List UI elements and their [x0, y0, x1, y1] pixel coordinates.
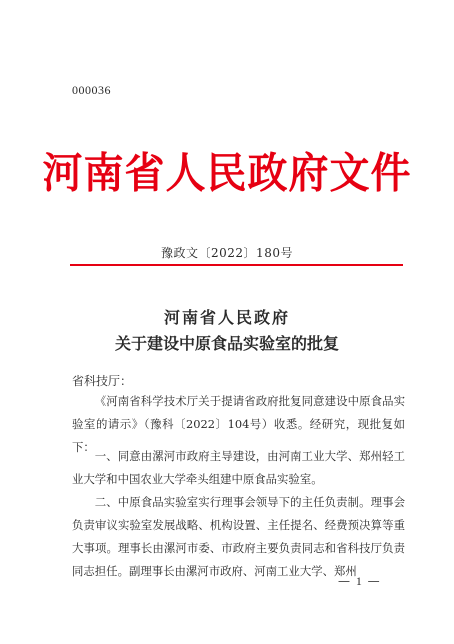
red-separator-line [70, 264, 403, 266]
body-paragraph-3: 二、中原食品实验室实行理事会领导下的主任负责制。理事会负责审议实验室发展战略、机构设置、主任提名、经费预决算等重大事项。理事长由漯河市委、市政府主要负责同志和省科技厅负责同志担任。副理事长由漯河市政府、河南工业大学、郑州 [72, 495, 405, 578]
page-number-dash-right: — [367, 574, 381, 588]
page-number-value: 1 [355, 574, 363, 588]
document-masthead: 河南省人民政府文件 [42, 148, 412, 199]
document-title-subject: 关于建设中原食品实验室的批复 [114, 334, 339, 353]
document-issue-code: 豫政文〔2022〕180号 [161, 246, 293, 260]
page-number [338, 574, 381, 589]
salutation: 省科技厅： [72, 374, 133, 388]
body-paragraph-1: 《河南省科学技术厅关于提请省政府批复同意建设中原食品实验室的请示》（豫科〔2022〕104号）收悉。经研究，现批复如下： [72, 394, 405, 454]
body-paragraph-2: 一、同意由漯河市政府主导建设，由河南工业大学、郑州轻工业大学和中国农业大学牵头组建中原食品实验室。 [72, 449, 405, 486]
document-title-issuer: 河南省人民政府 [163, 308, 290, 327]
page-number-dash-left: — [338, 574, 351, 588]
document-serial-number: 000036 [72, 83, 111, 97]
